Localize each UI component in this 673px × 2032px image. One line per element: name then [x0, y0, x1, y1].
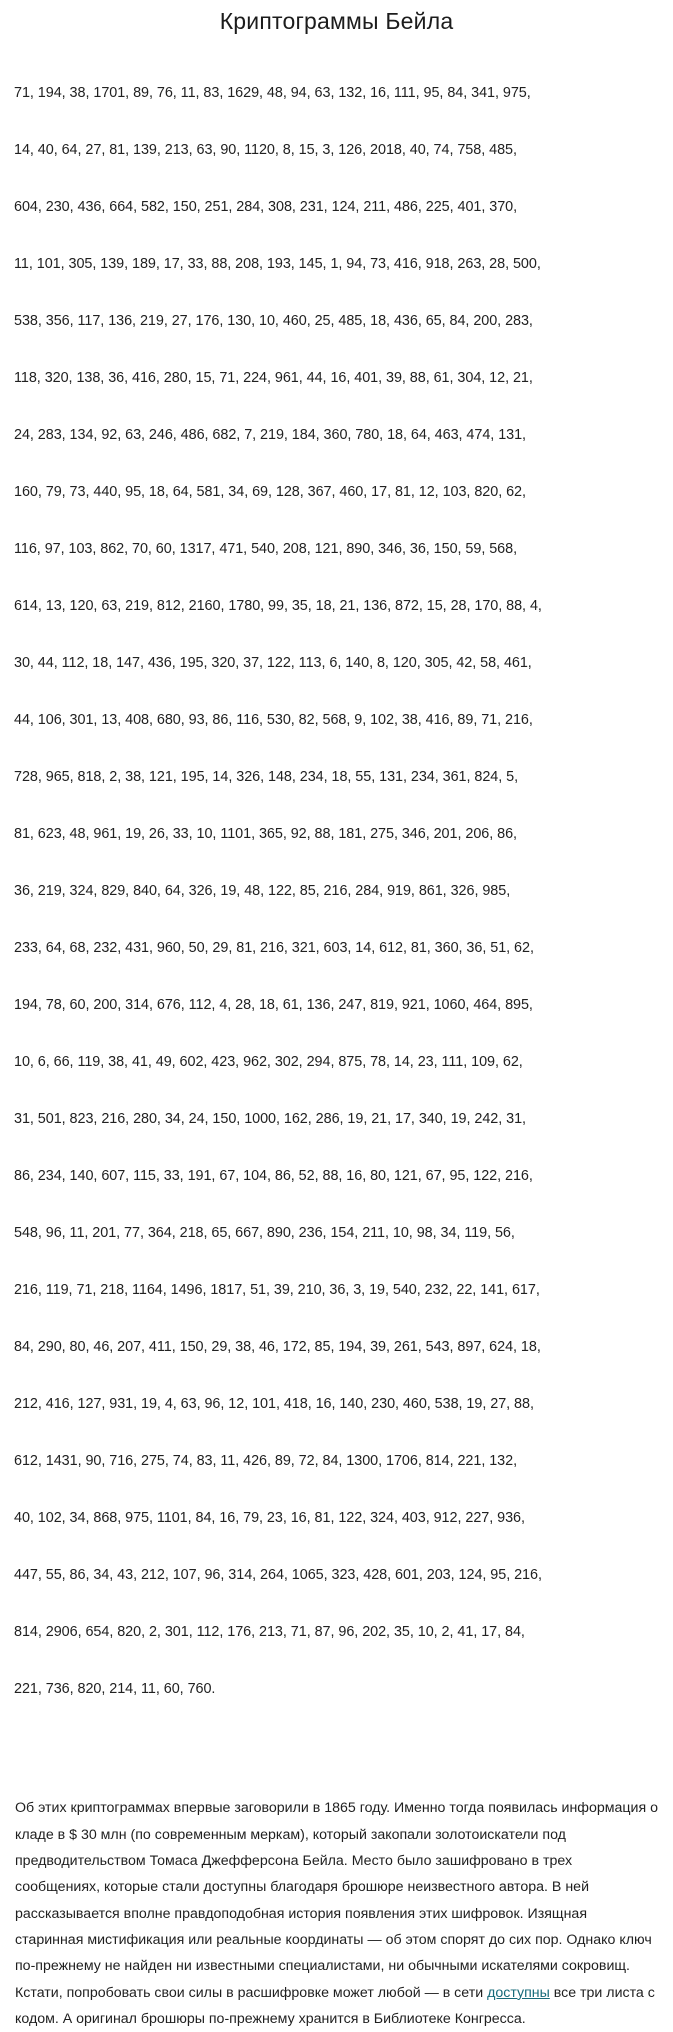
cipher-line: 40, 102, 34, 868, 975, 1101, 84, 16, 79, 23, 16, 81, 122, 324, 403, 912, 227, 936, [14, 1510, 525, 1527]
cipher-line: 728, 965, 818, 2, 38, 121, 195, 14, 326, 148, 234, 18, 55, 131, 234, 361, 824, 5, [14, 769, 519, 786]
cipher-number-block [12, 46, 661, 1737]
cipher-line: 814, 2906, 654, 820, 2, 301, 112, 176, 213, 71, 87, 96, 202, 35, 10, 2, 41, 17, 84, [14, 1624, 525, 1641]
cipher-line: 447, 55, 86, 34, 43, 212, 107, 96, 314, 264, 1065, 323, 428, 601, 203, 124, 95, 216, [14, 1567, 542, 1584]
cipher-line: 24, 283, 134, 92, 63, 246, 486, 682, 7, 219, 184, 360, 780, 18, 64, 463, 474, 131, [14, 427, 526, 444]
cipher-line: 86, 234, 140, 607, 115, 33, 191, 67, 104, 86, 52, 88, 16, 80, 121, 67, 95, 122, 216, [14, 1168, 533, 1185]
cipher-line: 160, 79, 73, 440, 95, 18, 64, 581, 34, 69, 128, 367, 460, 17, 81, 12, 103, 820, 62, [14, 484, 526, 501]
cipher-line: 233, 64, 68, 232, 431, 960, 50, 29, 81, 216, 321, 603, 14, 612, 81, 360, 36, 51, 62, [14, 940, 534, 957]
cipher-line: 194, 78, 60, 200, 314, 676, 112, 4, 28, 18, 61, 136, 247, 819, 921, 1060, 464, 895, [14, 997, 533, 1014]
page-title: Криптограммы Бейла [219, 8, 454, 34]
cipher-line: 31, 501, 823, 216, 280, 34, 24, 150, 1000, 162, 286, 19, 21, 17, 340, 19, 242, 31, [14, 1111, 526, 1128]
cipher-line: 11, 101, 305, 139, 189, 17, 33, 88, 208, 193, 145, 1, 94, 73, 416, 918, 263, 28, 500, [14, 256, 541, 273]
cipher-line: 36, 219, 324, 829, 840, 64, 326, 19, 48, 122, 85, 216, 284, 919, 861, 326, 985, [14, 883, 511, 900]
cipher-line: 216, 119, 71, 218, 1164, 1496, 1817, 51, 39, 210, 36, 3, 19, 540, 232, 22, 141, 617, [14, 1282, 540, 1299]
cipher-line: 116, 97, 103, 862, 70, 60, 1317, 471, 540, 208, 121, 890, 346, 36, 150, 59, 568, [14, 541, 518, 558]
article-text-after-link: все три листа с кодом. А оригинал брошюры по-прежнему хранится в Библиотеке Конгресса. [15, 1984, 655, 2027]
cipher-line: 71, 194, 38, 1701, 89, 76, 11, 83, 1629, 48, 94, 63, 132, 16, 111, 95, 84, 341, 975, [14, 85, 531, 102]
cipher-line: 30, 44, 112, 18, 147, 436, 195, 320, 37, 122, 113, 6, 140, 8, 120, 305, 42, 58, 461, [14, 655, 532, 672]
cipher-line: 612, 1431, 90, 716, 275, 74, 83, 11, 426, 89, 72, 84, 1300, 1706, 814, 221, 132, [14, 1453, 518, 1470]
cipher-line: 81, 623, 48, 961, 19, 26, 33, 10, 1101, 365, 92, 88, 181, 275, 346, 201, 206, 86, [14, 826, 517, 843]
cipher-line: 548, 96, 11, 201, 77, 364, 218, 65, 667, 890, 236, 154, 211, 10, 98, 34, 119, 56, [14, 1225, 515, 1242]
article-text-before-link: Об этих криптограммах впервые заговорили в 1865 году. Именно тогда появилась информация о кладе в $ 30 млн (по современным меркам), который закопали золотоискатели под предводительством Томаса Джефферсона Бейла. Место было зашифровано в трех сообщениях, которые стали доступны благодаря брошюре неизвестного автора. В ней рассказывается вполне правдоподобная история появления этих шифровок. Изящная старинная мистификация или реальные координаты — об этом спорят до сих пор. Однако ключ по-прежнему не найден ни известными специалистами, ни обычными искателями сокровищ. Кстати, попробовать свои силы в расшифровке может любой — в сети [15, 1800, 658, 2001]
cipher-line: 44, 106, 301, 13, 408, 680, 93, 86, 116, 530, 82, 568, 9, 102, 38, 416, 89, 71, 216, [14, 712, 533, 729]
cipher-line: 84, 290, 80, 46, 207, 411, 150, 29, 38, 46, 172, 85, 194, 39, 261, 543, 897, 624, 18, [14, 1339, 541, 1356]
cipher-line: 118, 320, 138, 36, 416, 280, 15, 71, 224, 961, 44, 16, 401, 39, 88, 61, 304, 12, 21, [14, 370, 533, 387]
cipher-line: 10, 6, 66, 119, 38, 41, 49, 602, 423, 962, 302, 294, 875, 78, 14, 23, 111, 109, 62, [14, 1054, 523, 1071]
cipher-line: 221, 736, 820, 214, 11, 60, 760. [14, 1681, 216, 1698]
cipher-line: 614, 13, 120, 63, 219, 812, 2160, 1780, 99, 35, 18, 21, 136, 872, 15, 28, 170, 88, 4, [14, 598, 542, 615]
cipher-line: 212, 416, 127, 931, 19, 4, 63, 96, 12, 101, 418, 16, 140, 230, 460, 538, 19, 27, 88, [14, 1396, 534, 1413]
dostupny-link[interactable]: доступны [487, 1984, 550, 2001]
cipher-line: 604, 230, 436, 664, 582, 150, 251, 284, 308, 231, 124, 211, 486, 225, 401, 370, [14, 199, 518, 216]
cipher-line: 538, 356, 117, 136, 219, 27, 176, 130, 10, 460, 25, 485, 18, 436, 65, 84, 200, 283, [14, 313, 533, 330]
section-spacer [12, 1737, 661, 1781]
cipher-line: 14, 40, 64, 27, 81, 139, 213, 63, 90, 1120, 8, 15, 3, 126, 2018, 40, 74, 758, 485, [14, 142, 517, 159]
article-paragraph [12, 1795, 661, 2032]
